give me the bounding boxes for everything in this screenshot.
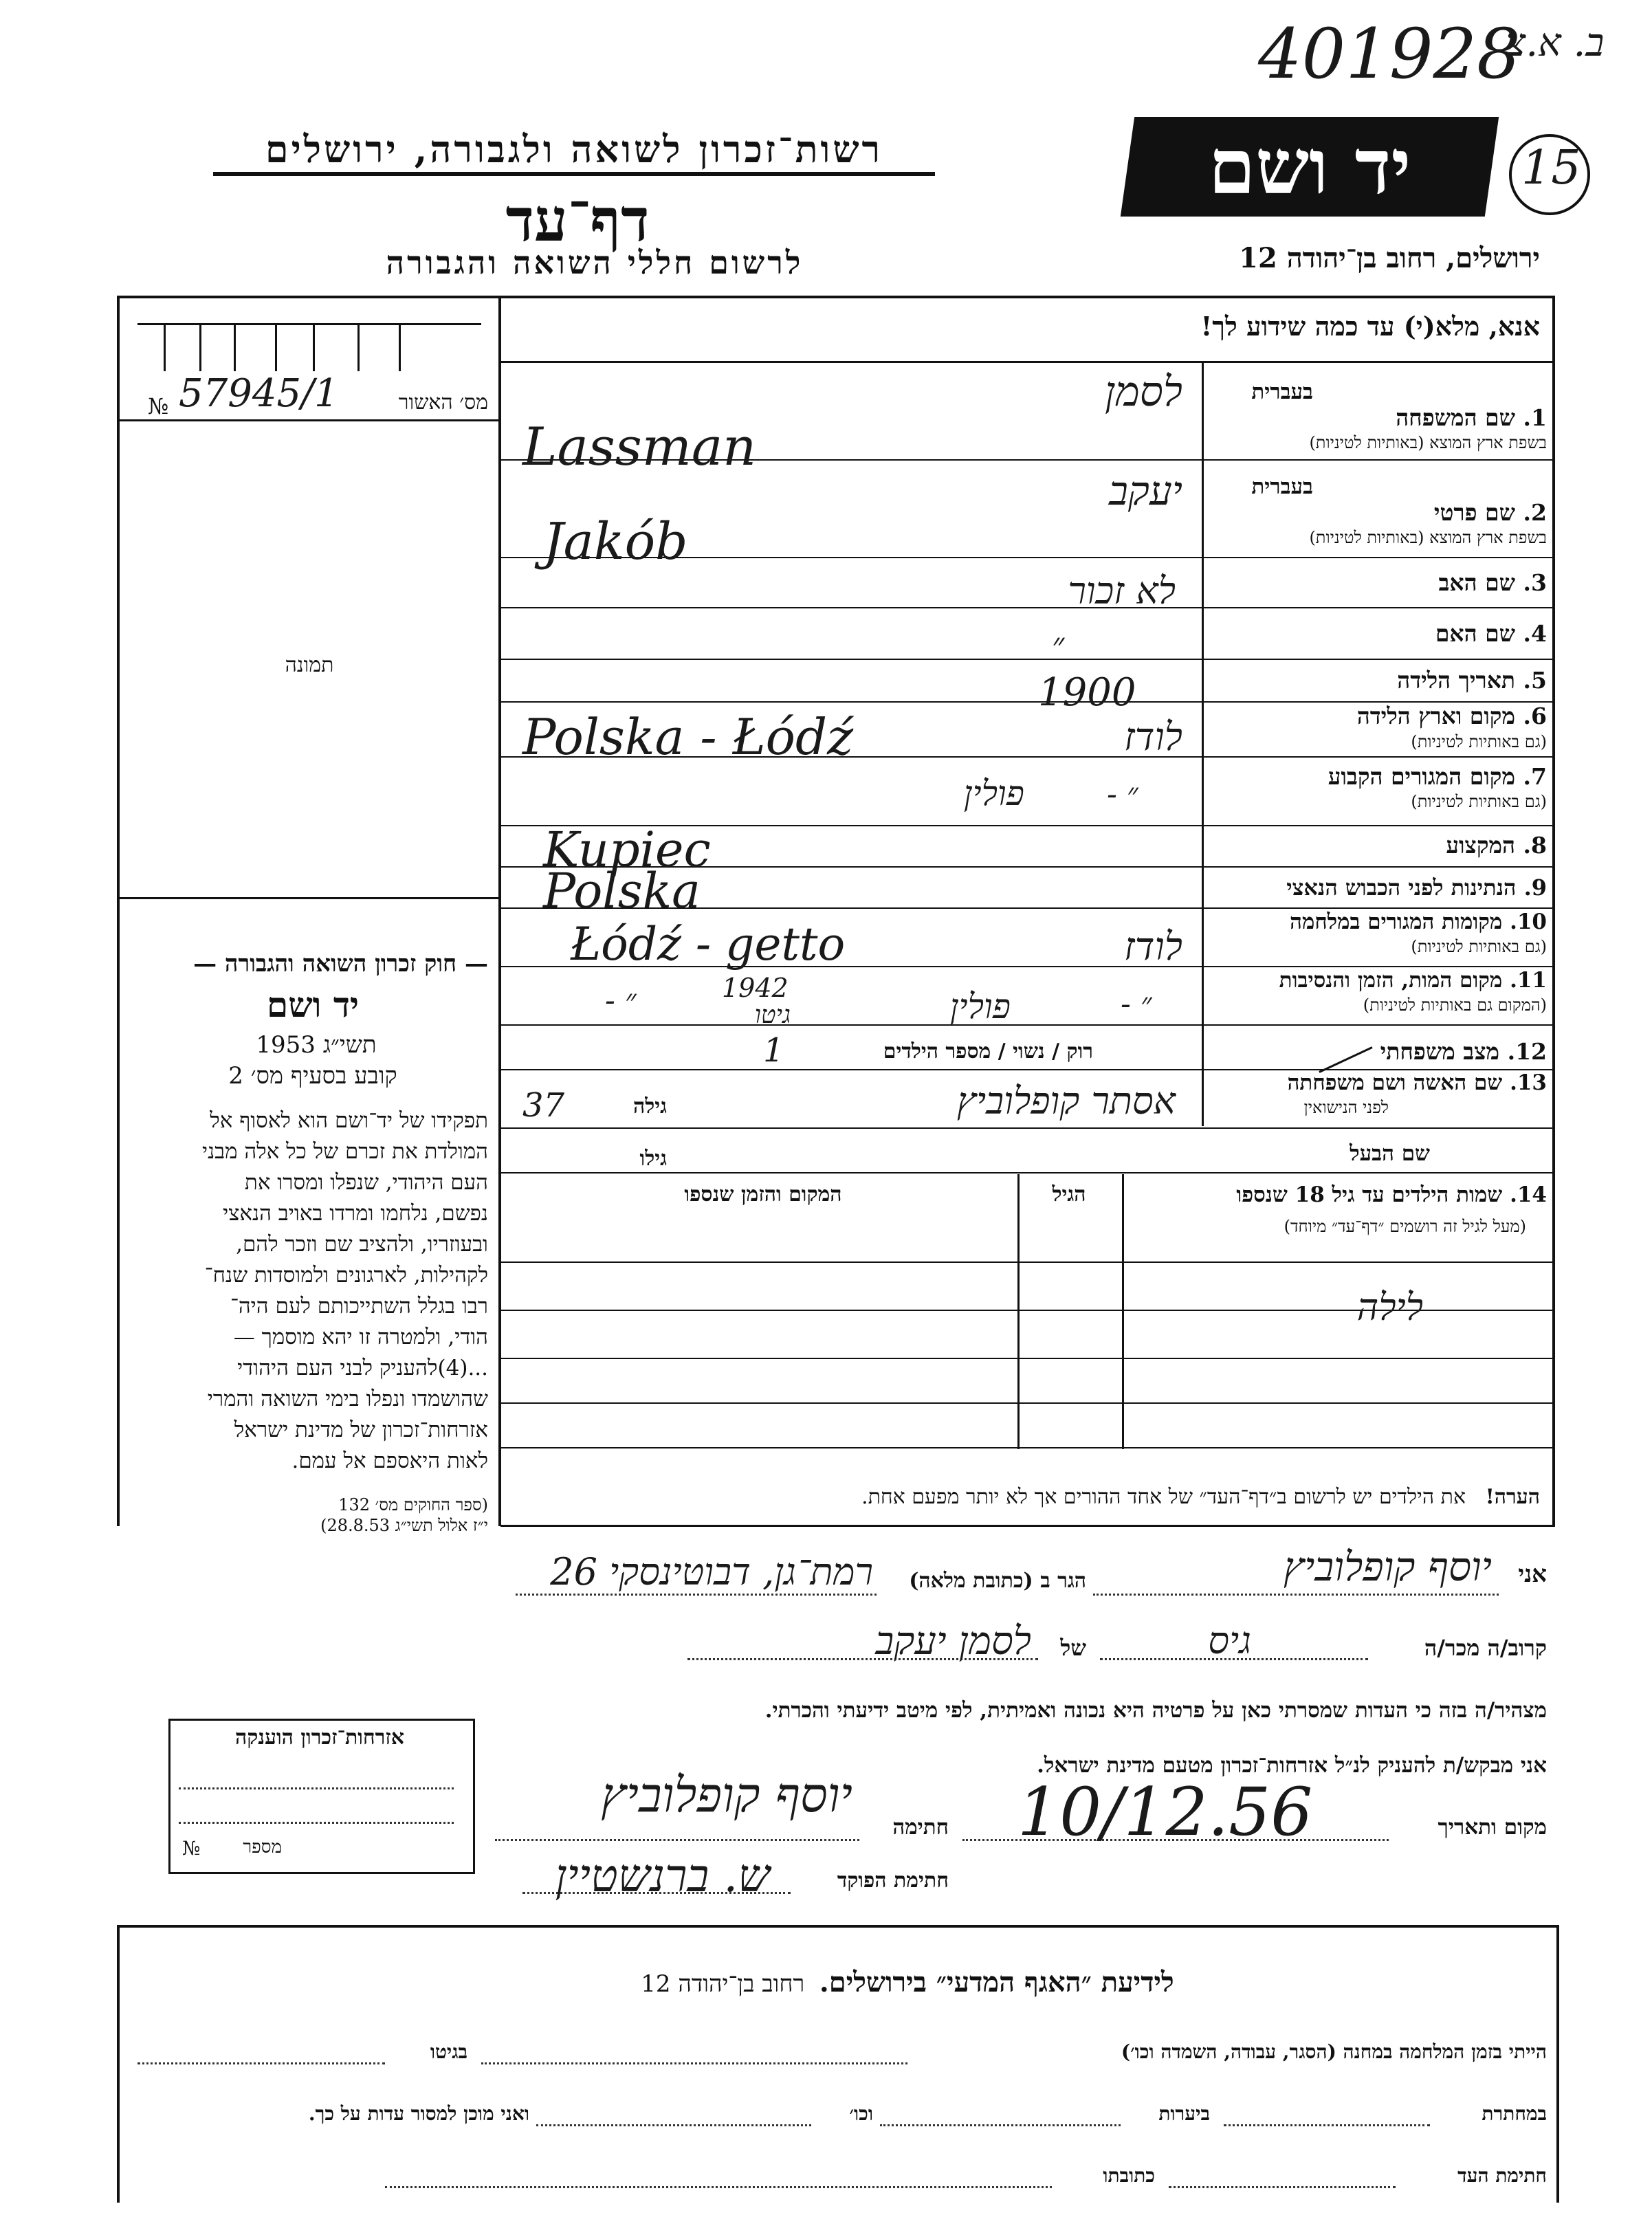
law-year: תשי״ג 1953 bbox=[256, 1031, 377, 1059]
children-note: הערה! את הילדים יש לרשום ב״דף־העד״ של אחד ההורים אך לא יותר מפעם אחת. bbox=[861, 1485, 1540, 1509]
field-11-label: 11. מקום המות, הזמן והנסיבות bbox=[1279, 968, 1547, 993]
photo-divider bbox=[119, 897, 500, 899]
reference-number: 401928 bbox=[1258, 14, 1521, 94]
authority-underline bbox=[213, 172, 935, 176]
field-14-sublabel: (מעל לגיל זה רושמים ״דף־עד״ מיוחד) bbox=[1284, 1217, 1526, 1236]
yad-vashem-logo: יד ושם bbox=[1121, 117, 1499, 217]
first-name-hebrew: יעקב bbox=[1108, 467, 1182, 514]
surname-hebrew: לסמן bbox=[1104, 368, 1182, 416]
husband-label: שם הבעל bbox=[1350, 1141, 1430, 1166]
wife-age: 37 bbox=[522, 1086, 565, 1125]
approval-tally-box bbox=[137, 323, 481, 370]
witness-name: יוסף קופלוביץ bbox=[1283, 1543, 1492, 1590]
field-1-label: 1. שם המשפחה bbox=[1396, 404, 1547, 431]
approval-number: 57945/1 bbox=[179, 371, 339, 416]
instruction-row-bottom bbox=[500, 361, 1552, 363]
witness-address-label: כתובתו bbox=[1103, 2164, 1155, 2187]
approval-divider bbox=[119, 419, 500, 421]
law-line: תפקידו של יד־ושם הוא לאסוף אל bbox=[210, 1108, 488, 1133]
death-place-hebrew: פולין bbox=[949, 987, 1011, 1026]
wife-name: אסתר קופלוביץ bbox=[956, 1079, 1176, 1123]
death-place-ditto: - ״ bbox=[605, 983, 637, 1018]
field-11-sublabel: (המקום גם באותיות לטיניות) bbox=[1363, 995, 1547, 1015]
witness-address: רמת־גן, דבוטינסקי 26 bbox=[550, 1550, 873, 1594]
occupation: Kupiec bbox=[543, 822, 711, 878]
children-count: 1 bbox=[763, 1031, 784, 1070]
officer-signature: ש. ברנשטיין bbox=[555, 1849, 770, 1902]
birthplace-latin: Polska - Łódź bbox=[522, 708, 854, 766]
witness-signature: יוסף קופלוביץ bbox=[601, 1767, 852, 1823]
field-7-label: 7. מקום המגורים הקבוע bbox=[1328, 763, 1547, 790]
children-place-column: המקום והזמן שנספו bbox=[684, 1182, 842, 1206]
ready-to-testify: ואני מוכן למסור עדות על כך. bbox=[308, 2102, 529, 2125]
frame-left bbox=[117, 296, 120, 1526]
law-line: הודי, ולמטרה זו יהא מוסמך — bbox=[233, 1325, 488, 1349]
forests-label: ביערות bbox=[1158, 2102, 1210, 2125]
death-circumstance: גיטו bbox=[754, 1001, 791, 1029]
field-2-label: 2. שם פרטי bbox=[1433, 499, 1547, 526]
field-9-label: 9. הנתינות לפני הכבוש הנאצי bbox=[1286, 874, 1547, 901]
officer-signature-label: חתימת הפוקד bbox=[837, 1869, 949, 1893]
father-name: לא זכור bbox=[1068, 569, 1176, 613]
resident-label: הגר ב (כתובת מלאה) bbox=[909, 1569, 1086, 1593]
witness-signature-label: חתימת העד bbox=[1457, 2164, 1547, 2187]
field-10-label: 10. מקומות המגורים במלחמה bbox=[1290, 910, 1547, 934]
declaration-line-3: מצהיר/ה בזה כי העדות שמסרתי כאן על פרטיה היא נכונה ואמיתית, לפי מיטב ידיעתי והכרתי. bbox=[764, 1698, 1547, 1723]
authority-name: רשות־זכרון לשואה ולגבורה, ירושלים bbox=[265, 127, 883, 171]
law-reference: (ספר החוקים מס׳ 132 bbox=[338, 1495, 488, 1514]
field-6-label: 6. מקום וארץ הלידה bbox=[1356, 703, 1547, 729]
nationality: Polska bbox=[543, 863, 701, 919]
citizenship-title: אזרחות־זכרון הוענקה bbox=[234, 1726, 405, 1750]
seal-number: 15 bbox=[1521, 141, 1581, 195]
wartime-residence-latin: Łódź - getto bbox=[571, 918, 846, 971]
field-5-label: 5. תאריך הלידה bbox=[1397, 667, 1547, 694]
label-column-divider bbox=[1202, 363, 1204, 1126]
birthplace-hebrew: לודז bbox=[1123, 715, 1182, 760]
camp-line-label: הייתי בזמן המלחמה במחנה (הסגר, עבודה, השמדה וכו׳) bbox=[1121, 2040, 1547, 2063]
surname-latin: Lassman bbox=[522, 416, 757, 477]
field-8-label: 8. המקצוע bbox=[1446, 832, 1547, 859]
left-column-divider bbox=[498, 296, 501, 1526]
declaration-line-4: אני מבקש/ת להעניק לנ״ל אזרחות־זכרון מטעם מדינת ישראל. bbox=[1037, 1753, 1547, 1778]
death-year: 1942 bbox=[722, 973, 789, 1003]
field-3-label: 3. שם האב bbox=[1438, 569, 1547, 596]
children-age-column: הגיל bbox=[1052, 1182, 1086, 1206]
fill-instruction: אנא, מלא(י) עד כמה שידוע לך! bbox=[1200, 311, 1540, 342]
declaration-i: אני bbox=[1518, 1561, 1547, 1588]
relative-label: קרוב/ה מכר/ה bbox=[1424, 1635, 1547, 1661]
approval-label: מס׳ האשור bbox=[398, 390, 488, 415]
law-line: העם היהודי, שנפלו ומסרו את bbox=[244, 1170, 488, 1195]
residence-hebrew: פולין bbox=[963, 773, 1024, 813]
in-hebrew-label: בעברית bbox=[1251, 379, 1313, 404]
law-reference: י״ז אלול תשי״ג 28.8.53) bbox=[320, 1516, 488, 1535]
field-13-sublabel: לפני הנישואין bbox=[1303, 1098, 1389, 1117]
first-name-latin: Jakób bbox=[543, 512, 688, 571]
law-line: אזרחות־זכרון של מדינת ישראל bbox=[234, 1418, 488, 1442]
underground-label: במחתרת bbox=[1482, 2102, 1547, 2125]
wife-age-label: גילה bbox=[632, 1094, 667, 1118]
field-1-sublabel: בשפת ארץ המוצא (באותיות לטיניות) bbox=[1309, 433, 1547, 452]
field-4-label: 4. שם האם bbox=[1435, 620, 1547, 647]
address-line: ירושלים, רחוב בן־יהודה 12 bbox=[1239, 242, 1540, 274]
mother-name: ״ bbox=[1052, 626, 1065, 664]
law-line: לקהילות, לארגונים ולמוסדות שנח־ bbox=[204, 1263, 488, 1288]
declaration-date: 10/12.56 bbox=[1017, 1774, 1313, 1851]
of-label: של bbox=[1060, 1635, 1086, 1661]
field-12-label: 12. מצב משפחתי bbox=[1380, 1038, 1547, 1065]
law-clause: קובע בסעיף מס׳ 2 bbox=[228, 1062, 397, 1090]
marital-options: רוק / נשוי / מספר הילדים bbox=[883, 1039, 1093, 1064]
residence-ditto: - ״ bbox=[1107, 777, 1138, 812]
field-14-label: 14. שמות הילדים עד גיל 18 שנספו bbox=[1236, 1182, 1547, 1207]
law-logo: יד ושם bbox=[267, 984, 359, 1025]
law-line: שהושמדו ונפלו בימי השואה והמרי bbox=[207, 1387, 488, 1411]
frame-top bbox=[117, 296, 1554, 298]
field-10-sublabel: (גם באותיות לטיניות) bbox=[1411, 937, 1547, 956]
wartime-residence-hebrew: לודז bbox=[1123, 925, 1182, 969]
form-subtitle: לרשום חללי השואה והגבורה bbox=[386, 244, 804, 281]
husband-age-label: גילו bbox=[639, 1147, 667, 1171]
photo-label: תמונה bbox=[285, 653, 334, 677]
law-title: — חוק זכרון השואה והגבורה — bbox=[193, 950, 488, 978]
citizenship-number-label: מספר bbox=[243, 1837, 282, 1858]
death-place-ditto-2: - ״ bbox=[1121, 987, 1152, 1022]
field-2-sublabel: בשפת ארץ המוצא (באותיות לטיניות) bbox=[1309, 528, 1547, 547]
relation: גיס bbox=[1208, 1619, 1251, 1662]
etc-label: וכו׳ bbox=[849, 2102, 873, 2125]
scientific-dept-heading: לידיעת ״האגף המדעי״ בירושלים. רחוב בן־יהודה 12 bbox=[641, 1966, 1174, 1998]
law-line: ...(4)להעניק לבני העם היהודי bbox=[237, 1356, 488, 1380]
victim-name: לסמן יעקב bbox=[875, 1619, 1031, 1664]
birth-date: 1900 bbox=[1038, 670, 1136, 715]
law-line: רבו בגלל השתייכותם לעם היה־ bbox=[230, 1294, 488, 1319]
field-7-sublabel: (גם באותיות לטיניות) bbox=[1411, 792, 1547, 811]
approval-no-sign: № bbox=[148, 393, 169, 419]
signature-label: חתימה bbox=[892, 1815, 949, 1840]
frame-right bbox=[1552, 296, 1555, 1526]
field-13-label: 13. שם האשה ושם משפחתה bbox=[1287, 1070, 1547, 1095]
field-6-sublabel: (גם באותיות לטיניות) bbox=[1411, 732, 1547, 751]
law-line: לאות היאספם אל עמם. bbox=[291, 1448, 488, 1473]
in-hebrew-label: בעברית bbox=[1251, 474, 1313, 499]
form-title: דף־עד bbox=[505, 186, 650, 255]
child-name: לילה bbox=[1356, 1286, 1423, 1329]
law-line: ובעוזריו, ולהציב שם וזכר להם, bbox=[236, 1232, 488, 1257]
law-line: נפשם, נלחמו ומרדו באויב הנאצי bbox=[223, 1201, 488, 1226]
law-line: המולדת את זכרם של כל אלה מבני bbox=[201, 1139, 488, 1164]
citizenship-no-sign: № bbox=[182, 1837, 201, 1860]
ghetto-label: בגיטו bbox=[430, 2040, 467, 2063]
place-date-label: מקום ותאריך bbox=[1438, 1815, 1547, 1840]
corner-mark: ב. א.צ bbox=[1506, 21, 1605, 65]
